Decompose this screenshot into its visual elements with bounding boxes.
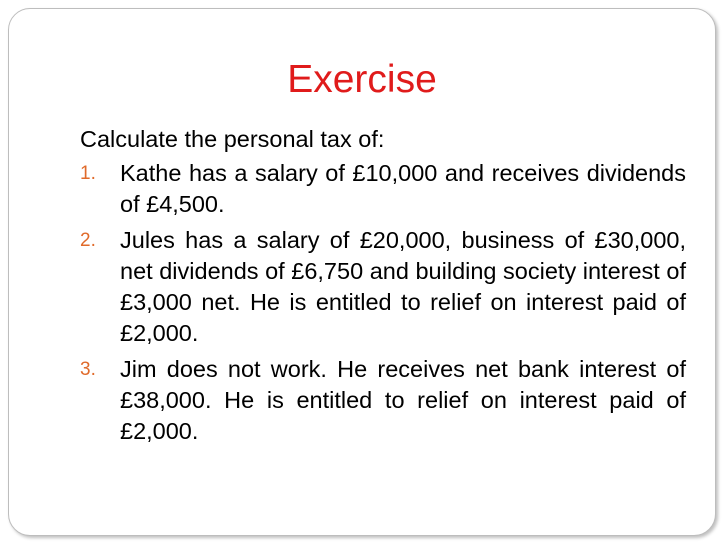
intro-text: Calculate the personal tax of: [80,126,385,152]
list-item-text: Jim does not work. He receives net bank interest of £38,000. He is entitled to relief on interest paid of £2,000. [120,356,686,444]
slide-title: Exercise [287,58,437,101]
list-item [80,225,686,349]
exercise-list [80,158,686,447]
slide-content [80,116,686,452]
list-item-number: 2. [80,230,96,251]
list-item-number: 1. [80,163,96,184]
list-item [80,158,686,220]
list-item-number: 3. [80,359,96,380]
list-item-text: Jules has a salary of £20,000, business of £30,000, net dividends of £6,750 and building society interest of £3,000 net. He is entitled to relief on interest paid of £2,000. [120,227,686,346]
list-item-text: Kathe has a salary of £10,000 and receives dividends of £4,500. [120,160,686,217]
list-item [80,354,686,447]
